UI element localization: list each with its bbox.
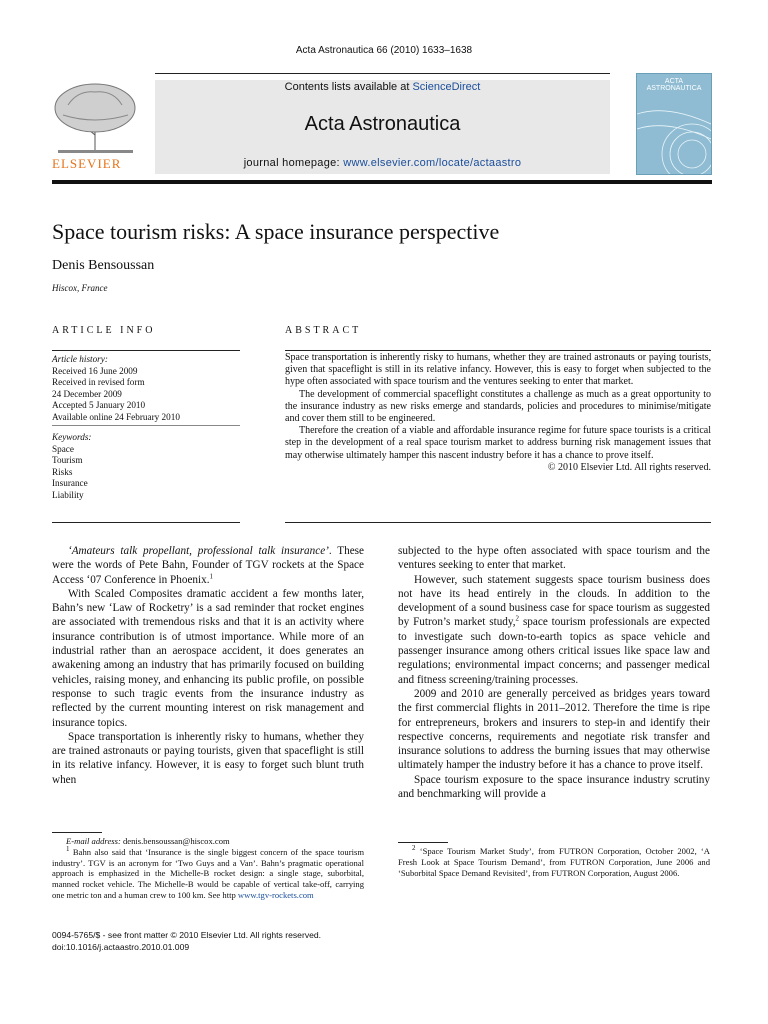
body-paragraph: 2009 and 2010 are generally perceived as bridges years toward the first commercial flights in 2011–2012. Therefore the time is ripe for entrepreneurs, brokers and insurers to step-in and identify their respective concerns, requirements and negotiate risk transfer and insurance solutions to address the burning issues that may otherwise ultimately hamper the industry before it has a chance to prove itself.	[398, 687, 710, 772]
email-label: E-mail address:	[66, 836, 121, 846]
history-item: Received 16 June 2009	[52, 365, 138, 376]
keyword: Insurance	[52, 478, 88, 488]
history-item: Received in revised form	[52, 377, 145, 387]
body-column-right	[398, 544, 710, 801]
body-column-left	[52, 544, 364, 787]
contents-line	[155, 81, 610, 93]
publisher-wordmark: ELSEVIER	[52, 156, 122, 171]
history-item: Accepted 5 January 2010	[52, 400, 146, 410]
article-title: Space tourism risks: A space insurance perspective	[52, 219, 500, 244]
author-name: Denis Bensoussan	[52, 258, 155, 273]
journal-cover-image	[636, 73, 712, 175]
homepage-prefix: journal homepage:	[243, 157, 344, 169]
cover-title: ACTA ASTRONAUTICA	[646, 78, 702, 92]
opening-quote: ‘Amateurs talk propellant, professional talk insurance’	[68, 545, 329, 557]
copyright-notice: © 2010 Elsevier Ltd. All rights reserved.	[547, 461, 711, 473]
body-paragraph: Space tourism exposure to the space insurance industry scrutiny and benchmarking will provide a	[398, 773, 710, 801]
footnote-ref[interactable]: 2	[515, 614, 520, 623]
abstract-text	[285, 352, 711, 474]
divider	[52, 425, 240, 426]
banner-top-rule	[155, 73, 610, 74]
issn-line: 0094-5765/$ - see front matter © 2010 Elsevier Ltd. All rights reserved.	[52, 930, 322, 940]
sciencedirect-link[interactable]: ScienceDirect	[412, 81, 481, 93]
keyword: Space	[52, 443, 74, 454]
doi-line[interactable]: doi:10.1016/j.actaastro.2010.01.009	[52, 941, 190, 952]
journal-citation: Acta Astronautica 66 (2010) 1633–1638	[295, 45, 473, 56]
abstract-paragraph: The development of commercial spaceflight constitutes a challenge as much as a great opportunity to the insurance industry as new risks emerge and standards, policies and procedures to minimise/mitigate and cover them still to be engineered.	[285, 388, 711, 425]
keyword: Tourism	[52, 455, 83, 465]
keywords-block	[52, 432, 242, 501]
contents-prefix: Contents lists available at	[284, 81, 413, 93]
keywords-label: Keywords:	[52, 432, 92, 442]
article-info-heading: ARTICLE INFO	[52, 325, 156, 336]
footnotes-left	[52, 836, 364, 901]
abstract-paragraph: Therefore the creation of a viable and affordable insurance regime for future space tourists is a critical step in the development of a real space tourism market to address burning risk management issues that may otherwise ultimately hamper this nascent industry before it has a chance to prove itself.	[285, 425, 711, 461]
author-affiliation: Hiscox, France	[52, 283, 108, 293]
divider	[52, 350, 240, 351]
tgv-rockets-link[interactable]: www.tgv-rockets.com	[237, 889, 314, 900]
body-paragraph: subjected to the hype often associated with space tourism and the ventures seeking to enter that market.	[398, 545, 710, 572]
keyword: Risks	[52, 466, 73, 477]
article-history	[52, 354, 242, 423]
homepage-link[interactable]: www.elsevier.com/locate/actaastro	[343, 157, 522, 169]
email-footnote	[52, 836, 364, 847]
body-paragraph: Space transportation is inherently risky to humans, whether they are trained astronauts or paying tourists, given that spaceflight is still in its relative infancy. However, it is easy to forget such blunt truth when	[52, 730, 364, 786]
abstract-heading: ABSTRACT	[285, 325, 362, 336]
header-divider	[52, 180, 712, 184]
divider	[285, 522, 711, 523]
body-paragraph: With Scaled Composites dramatic accident a few months later, Bahn’s new ‘Law of Rocketry’ is a sad reminder that rocket engines are associated with tremendous risks and that it is an activity where insurance contribution is of utmost importance. While more of an industrial rather than an aerospace accident, it does generates an awakening among an industry that has primarily focused on building vehicles, raising money, and enhancing its public profile, on possible response to such tragic events from the insurance industry as reflected by the current mounting interest on risk management and insurance topics.	[52, 587, 364, 729]
keyword: Liability	[52, 489, 84, 500]
footnote-2: $^2$ ‘Space Tourism Market Study’, from FUTRON Corporation, October 2002, ‘A Fresh Look at Space Tourism Demand’, from FUTRON Corporation, June 2006 and ‘Suborbital Space Demand Revisited’, from FUTRON Corporation, August 2006.	[398, 844, 710, 878]
footnotes-right	[398, 846, 710, 878]
homepage-line	[155, 157, 610, 169]
footnote-rule	[398, 842, 448, 843]
body-paragraph: However, such statement suggests space tourism business does not have its head entirely in the clouds. In addition to the development of a sound business case for space tourism as suggested by Futron’s market study,$^2$ space tourism professionals are expected to investigate such down-to-earth topics as space vehicle and passenger insurance among others critical issues like space law and regulations; environmental impact concerns; and passenger medical and fitness screening/training processes.	[398, 573, 710, 686]
divider	[285, 350, 711, 351]
footnote-rule	[52, 832, 102, 833]
footnote-ref[interactable]: 1	[209, 571, 214, 580]
footnote-1: $^1$ Bahn also said that ‘Insurance is the single biggest concern of the space tourism industry’. TGV is an acronym for ‘Two Guys and a Van’. Bahn’s pragmatic operational approach is emphasized in the Michelle-B rocket design: a single stage, suborbital, manned rocket vehicle. The Michelle-B would be capable of vertical take-off, carrying one metric ton and a human crew to 100 km. See http www.tgv-rockets.com	[52, 844, 365, 900]
journal-name: Acta Astronautica	[304, 113, 461, 135]
history-item: Available online 24 February 2010	[52, 411, 180, 422]
email-address[interactable]: denis.bensoussan@hiscox.com	[122, 836, 230, 846]
article-meta	[52, 930, 321, 953]
divider	[52, 522, 240, 523]
history-item: 24 December 2009	[52, 388, 122, 399]
body-paragraph: ‘Amateurs talk propellant, professional talk insurance’. These were the words of Pete Bahn, Founder of TGV rockets at the Space Access ‘07 Conference in Phoenix.$^1$	[52, 545, 364, 586]
history-label: Article history:	[52, 354, 108, 364]
abstract-paragraph: Space transportation is inherently risky to humans, whether they are trained astronauts or paying tourists, given that spaceflight is still in its relative infancy. However, this is easy to forget when subjected to the hype often associated with space tourism and the ventures seeking to enter that market.	[285, 352, 711, 388]
